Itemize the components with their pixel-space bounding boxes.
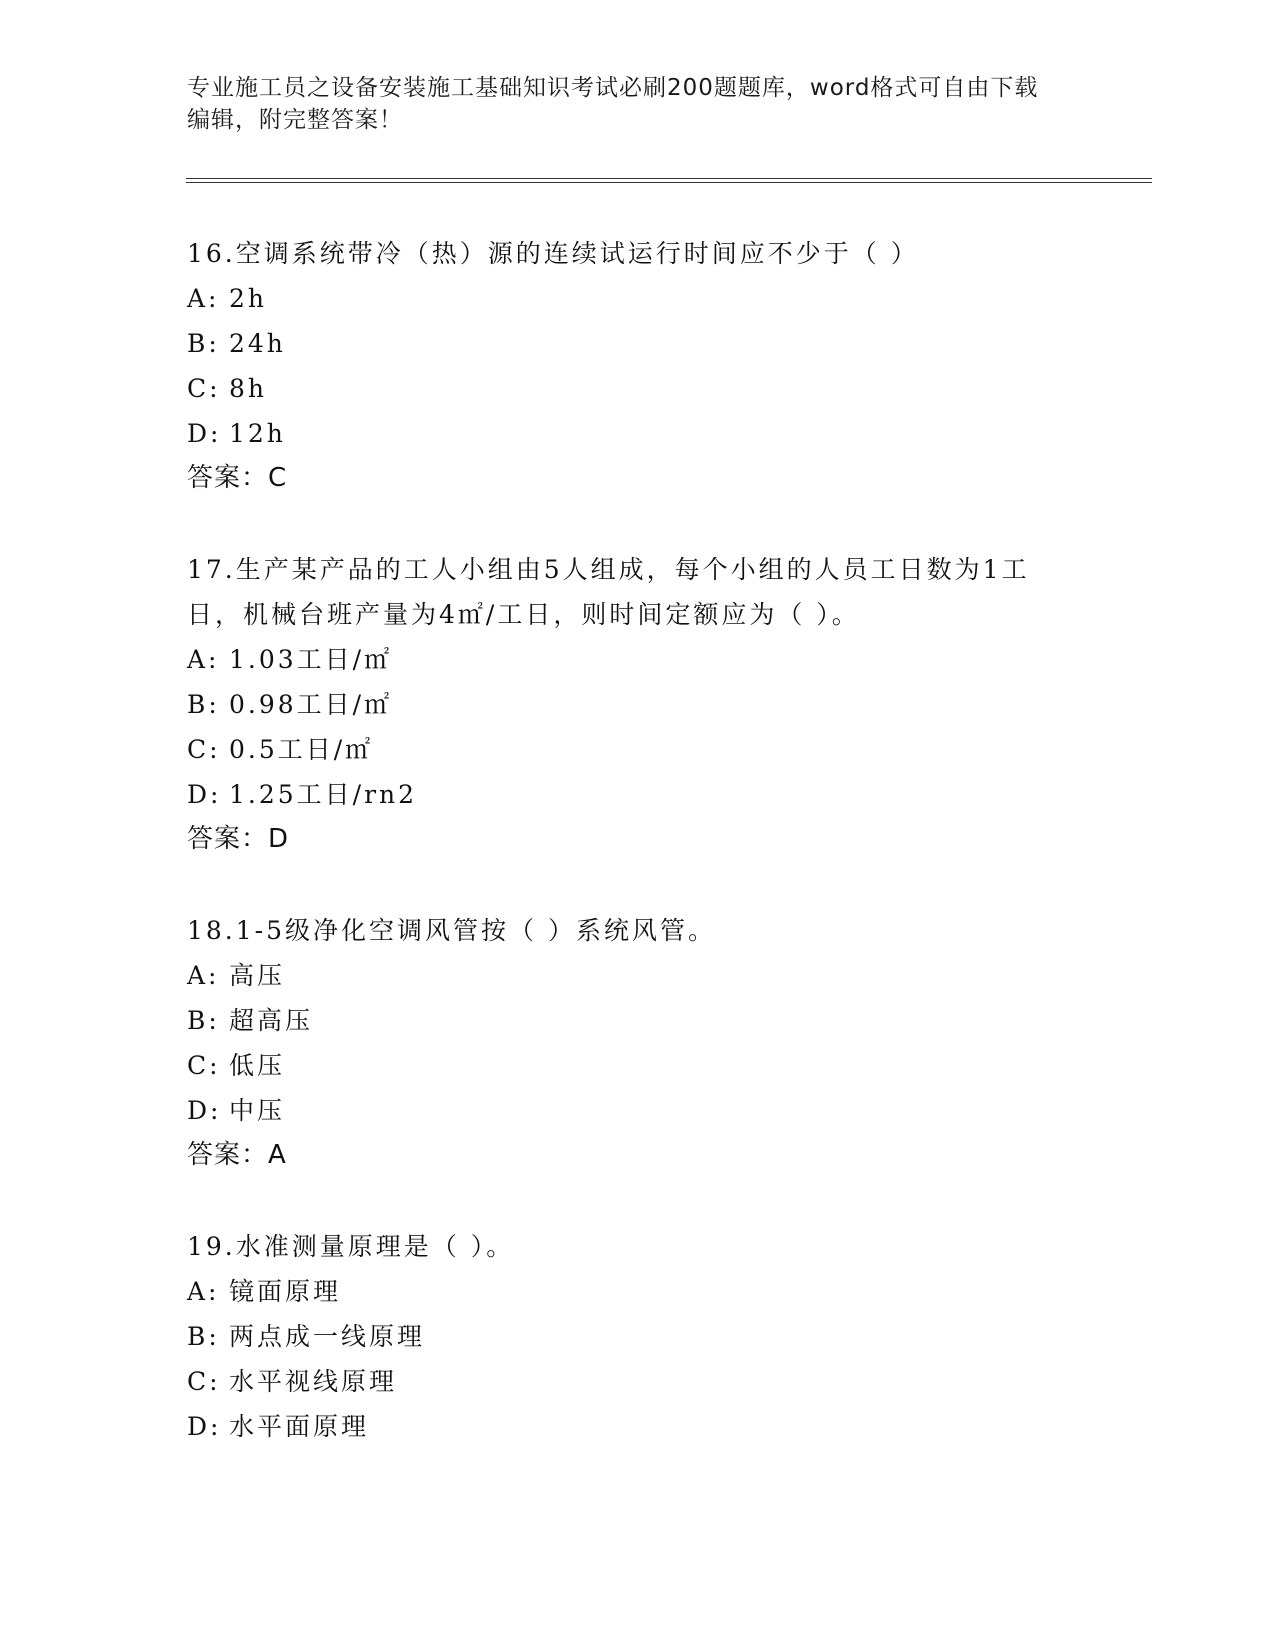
- option-text: 0.5工日/㎡: [229, 735, 374, 764]
- header-divider-top: [186, 178, 1152, 179]
- option-text: 1.25工日/rn2: [229, 780, 418, 809]
- question-stem-line-2: 日，机械台班产量为4㎡/工日，则时间定额应为（ ）。: [187, 600, 860, 629]
- question-stem: 18.1-5级净化空调风管按（ ）系统风管。: [187, 916, 716, 945]
- option-key: A:: [187, 284, 220, 313]
- option-d: [187, 1088, 1087, 1133]
- option-text: 水平视线原理: [229, 1367, 398, 1396]
- option-a: [187, 637, 1087, 682]
- answer-label: 答案：D: [187, 824, 290, 854]
- option-b: [187, 998, 1087, 1043]
- question-stem-line-1: 17.生产某产品的工人小组由5人组成，每个小组的人员工日数为1工: [187, 555, 1030, 584]
- option-text: 中压: [229, 1096, 286, 1125]
- option-b: [187, 682, 1087, 727]
- document-header: [187, 72, 1067, 136]
- option-key: C:: [187, 735, 221, 764]
- option-a: [187, 1269, 1087, 1314]
- option-text: 0.98工日/㎡: [229, 690, 393, 719]
- option-a: [187, 953, 1087, 998]
- question-19: [187, 1224, 1087, 1449]
- option-d: [187, 772, 1087, 817]
- option-key: B:: [187, 690, 220, 719]
- option-text: 1.03工日/㎡: [229, 645, 393, 674]
- option-key: B:: [187, 1322, 220, 1351]
- header-title-line-1: 专业施工员之设备安装施工基础知识考试必刷200题题库，word格式可自由下载: [187, 75, 1039, 101]
- option-key: D:: [187, 780, 222, 809]
- option-key: D:: [187, 1412, 222, 1441]
- option-c: [187, 1043, 1087, 1088]
- question-stem: 19.水准测量原理是（ ）。: [187, 1232, 515, 1261]
- option-text: 高压: [229, 961, 286, 990]
- option-text: 两点成一线原理: [229, 1322, 426, 1351]
- question-17: [187, 547, 1087, 861]
- option-key: B:: [187, 329, 220, 358]
- option-key: C:: [187, 1051, 221, 1080]
- option-text: 12h: [229, 419, 286, 448]
- answer-label: 答案：C: [187, 463, 288, 493]
- option-key: A:: [187, 1277, 220, 1306]
- option-a: [187, 276, 1087, 321]
- option-c: [187, 727, 1087, 772]
- option-d: [187, 1404, 1087, 1449]
- question-stem: 16.空调系统带冷（热）源的连续试运行时间应不少于（ ）: [187, 239, 919, 268]
- option-key: D:: [187, 419, 222, 448]
- option-key: D:: [187, 1096, 222, 1125]
- option-c: [187, 1359, 1087, 1404]
- option-key: A:: [187, 645, 220, 674]
- option-text: 2h: [229, 284, 268, 313]
- option-text: 8h: [229, 374, 268, 403]
- option-d: [187, 411, 1087, 456]
- option-key: B:: [187, 1006, 220, 1035]
- answer-label: 答案：A: [187, 1140, 287, 1170]
- option-key: C:: [187, 374, 221, 403]
- option-text: 24h: [229, 329, 286, 358]
- option-c: [187, 366, 1087, 411]
- option-key: C:: [187, 1367, 221, 1396]
- question-18: [187, 908, 1087, 1177]
- option-text: 超高压: [229, 1006, 314, 1035]
- question-16: [187, 231, 1087, 500]
- header-title-line-2: 编辑，附完整答案！: [187, 107, 403, 133]
- option-text: 低压: [229, 1051, 286, 1080]
- option-key: A:: [187, 961, 220, 990]
- header-divider-bottom: [186, 182, 1152, 183]
- option-b: [187, 1314, 1087, 1359]
- option-b: [187, 321, 1087, 366]
- option-text: 水平面原理: [229, 1412, 370, 1441]
- option-text: 镜面原理: [229, 1277, 342, 1306]
